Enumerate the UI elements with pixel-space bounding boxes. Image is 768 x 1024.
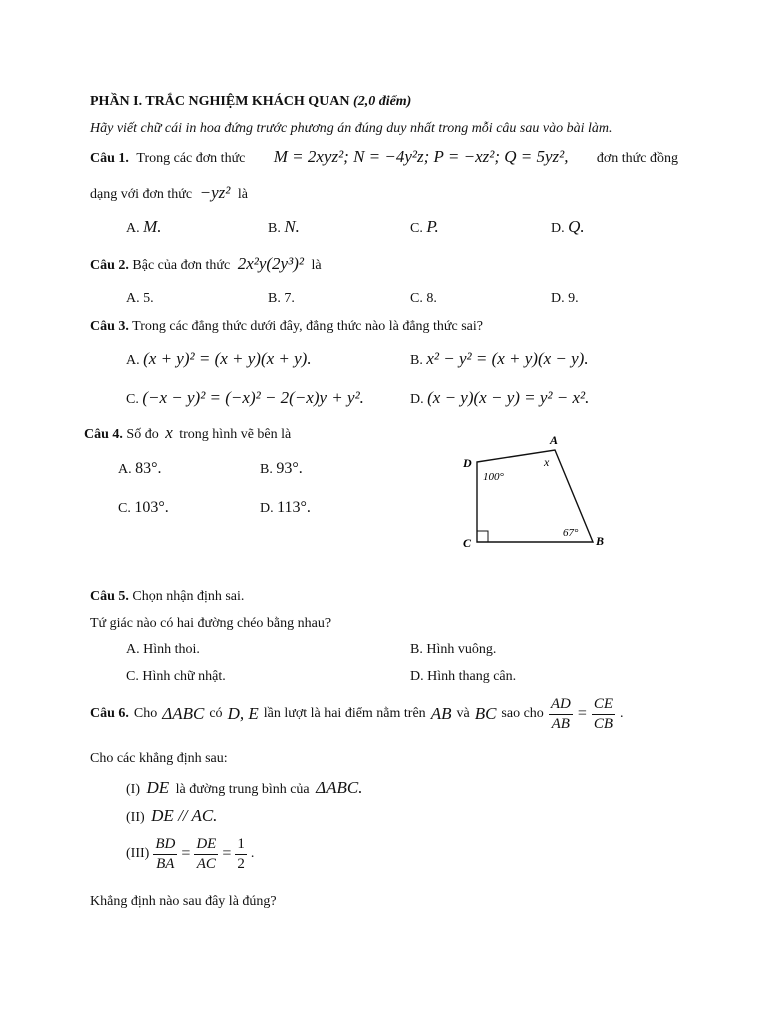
q6-statement-2[interactable] [126, 807, 217, 825]
q6-t3: lần lượt là hai điểm nằm trên [263, 705, 426, 721]
q6-fraction-ad-ab [549, 696, 573, 732]
q3-text: Trong các đẳng thức dưới đây, đẳng thức nào là đẳng thức sai? [132, 319, 484, 334]
period: . [620, 705, 624, 721]
vertex-label-b: B [596, 534, 605, 548]
fraction-numerator: CE [592, 696, 615, 715]
fraction-denominator: AC [196, 855, 216, 872]
q1-label: Câu 1. [90, 151, 129, 166]
q3-option-d[interactable] [410, 389, 589, 407]
q2-label: Câu 2. [90, 258, 129, 273]
fraction-de-ac [194, 836, 218, 872]
q2-option-d[interactable]: D. 9. [551, 291, 579, 306]
q5-label: Câu 5. [90, 589, 129, 604]
statement-math: DE // AC. [151, 806, 218, 825]
q2-option-c[interactable]: C. 8. [410, 291, 437, 306]
fraction-numerator: AD [549, 696, 573, 715]
period: . [250, 845, 255, 861]
q1-option-a[interactable] [126, 218, 162, 236]
q1-option-d-letter: D. [551, 221, 565, 236]
fraction-numerator: 1 [235, 836, 247, 855]
angle-label-d: 100° [483, 471, 504, 483]
q4-option-c-value: 103°. [134, 499, 169, 516]
q6-points: D, E [227, 703, 259, 723]
q1-option-a-value: M. [143, 217, 162, 236]
q3-option-c-letter: C. [126, 392, 139, 407]
q3-option-d-letter: D. [410, 392, 424, 407]
q2-text: Bậc của đơn thức [132, 258, 231, 273]
q5-line [90, 590, 244, 604]
equals-sign: = [222, 845, 232, 863]
statement-label: (II) [126, 810, 145, 825]
q6-t1: Cho [133, 705, 158, 721]
q5-option-b[interactable]: B. Hình vuông. [410, 642, 497, 657]
q4-option-b-letter: B. [260, 462, 273, 477]
q5-option-d[interactable]: D. Hình thang cân. [410, 669, 517, 684]
q3-option-a-value: (x + y)² = (x + y)(x + y). [143, 349, 312, 368]
q1-text-b: đơn thức đồng [596, 151, 678, 166]
q6-ab: AB [430, 703, 452, 723]
q1-target: −yz² [199, 183, 231, 202]
equals-sign: = [577, 705, 587, 723]
q2-line [90, 255, 322, 273]
q6-t4: và [456, 705, 470, 721]
q5-text: Chọn nhận định sai. [132, 589, 245, 604]
right-angle-mark [477, 531, 488, 542]
q1-option-c-value: P. [426, 217, 439, 236]
q4-option-a[interactable] [118, 461, 162, 477]
q4-option-d-letter: D. [260, 501, 274, 516]
q6-label: Câu 6. [90, 705, 129, 721]
vertex-label-d: D [463, 456, 472, 470]
q6-fraction-ce-cb [592, 696, 615, 732]
statement-math: ΔABC. [316, 778, 363, 797]
q4-option-c[interactable] [118, 500, 169, 516]
q1-option-a-letter: A. [126, 221, 140, 236]
q6-bc: BC [474, 703, 497, 723]
q4-tail: trong hình vẽ bên là [179, 427, 292, 442]
fraction-numerator: DE [194, 836, 218, 855]
q1-formula: M = 2xyz²; N = −4y²z; P = −xz²; Q = 5yz², [273, 147, 569, 166]
q2-option-b[interactable]: B. 7. [268, 291, 295, 306]
section-title: PHẦN I. TRẮC NGHIỆM KHÁCH QUAN [90, 94, 350, 109]
vertex-label-c: C [463, 536, 472, 550]
q3-option-b-value: x² − y² = (x + y)(x − y). [426, 349, 589, 368]
q3-option-b[interactable] [410, 350, 589, 368]
q6-t5: sao cho [501, 705, 544, 721]
q1-option-c[interactable] [410, 218, 439, 236]
q3-line [90, 320, 483, 334]
section-heading [90, 95, 411, 109]
statement-label: (I) [126, 782, 140, 797]
q3-option-a-letter: A. [126, 353, 140, 368]
q1-option-b-value: N. [284, 217, 300, 236]
vertex-label-a: A [550, 433, 559, 447]
q6-line [90, 696, 624, 732]
fraction-denominator: 2 [237, 855, 245, 872]
q4-option-b-value: 93°. [276, 460, 303, 477]
q2-tail: là [311, 258, 322, 273]
q1-option-b[interactable] [268, 218, 300, 236]
fraction-denominator: AB [551, 715, 570, 732]
q1-line1 [90, 148, 678, 166]
fraction-numerator: BD [153, 836, 177, 855]
q4-quadrilateral-figure [455, 428, 615, 553]
q1-text-d: là [237, 187, 248, 202]
q6-statement-1[interactable] [126, 779, 362, 797]
q6-closing: Khẳng định nào sau đây là đúng? [90, 894, 277, 909]
q1-option-c-letter: C. [410, 221, 423, 236]
q2-option-a[interactable]: A. 5. [126, 291, 154, 306]
q5-option-a[interactable]: A. Hình thoi. [126, 642, 200, 657]
q3-option-c[interactable] [126, 389, 364, 407]
q1-line2 [90, 184, 248, 202]
q1-option-d-value: Q. [568, 217, 585, 236]
angle-label-a: x [544, 455, 550, 469]
angle-label-b: 67° [563, 527, 579, 539]
q4-option-b[interactable] [260, 461, 303, 477]
fraction-bd-ba [153, 836, 177, 872]
q4-option-d[interactable] [260, 500, 311, 516]
fraction-one-half [235, 836, 247, 872]
equals-sign: = [181, 845, 191, 863]
q4-option-c-letter: C. [118, 501, 131, 516]
q3-option-c-value: (−x − y)² = (−x)² − 2(−x)y + y². [142, 388, 364, 407]
statement-text: là đường trung bình của [175, 782, 310, 797]
q3-option-d-value: (x − y)(x − y) = y² − x². [427, 388, 590, 407]
q4-option-a-value: 83°. [135, 460, 162, 477]
q6-t2: có [209, 705, 223, 721]
q2-formula: 2x²y(2y³)² [237, 254, 304, 273]
q6-intro: Cho các khẳng định sau: [90, 751, 228, 766]
q4-text: Số đo [126, 427, 159, 442]
q3-option-a[interactable] [126, 350, 312, 368]
q4-option-a-letter: A. [118, 462, 132, 477]
statement-math: DE [146, 778, 170, 797]
q3-label: Câu 3. [90, 319, 129, 334]
fraction-denominator: CB [593, 715, 614, 732]
q4-line [84, 424, 291, 442]
q3-option-b-letter: B. [410, 353, 423, 368]
q4-option-d-value: 113°. [277, 499, 311, 516]
q4-var: x [165, 423, 173, 442]
q6-statement-3[interactable] [126, 836, 254, 872]
q1-option-d[interactable] [551, 218, 585, 236]
fraction-denominator: BA [156, 855, 175, 872]
q1-option-b-letter: B. [268, 221, 281, 236]
q5-question: Tứ giác nào có hai đường chéo bằng nhau? [90, 616, 332, 631]
q5-option-c[interactable]: C. Hình chữ nhật. [126, 669, 226, 684]
q1-text-c: dạng với đơn thức [90, 187, 193, 202]
section-points: (2,0 điểm) [353, 94, 412, 109]
q1-text-a: Trong các đơn thức [136, 151, 246, 166]
statement-label: (III) [126, 845, 150, 861]
q6-triangle: ΔABC [162, 703, 205, 723]
q4-label: Câu 4. [84, 427, 123, 442]
section-instruction: Hãy viết chữ cái in hoa đứng trước phương án đúng duy nhất trong mỗi câu sau vào bài làm. [90, 121, 613, 136]
